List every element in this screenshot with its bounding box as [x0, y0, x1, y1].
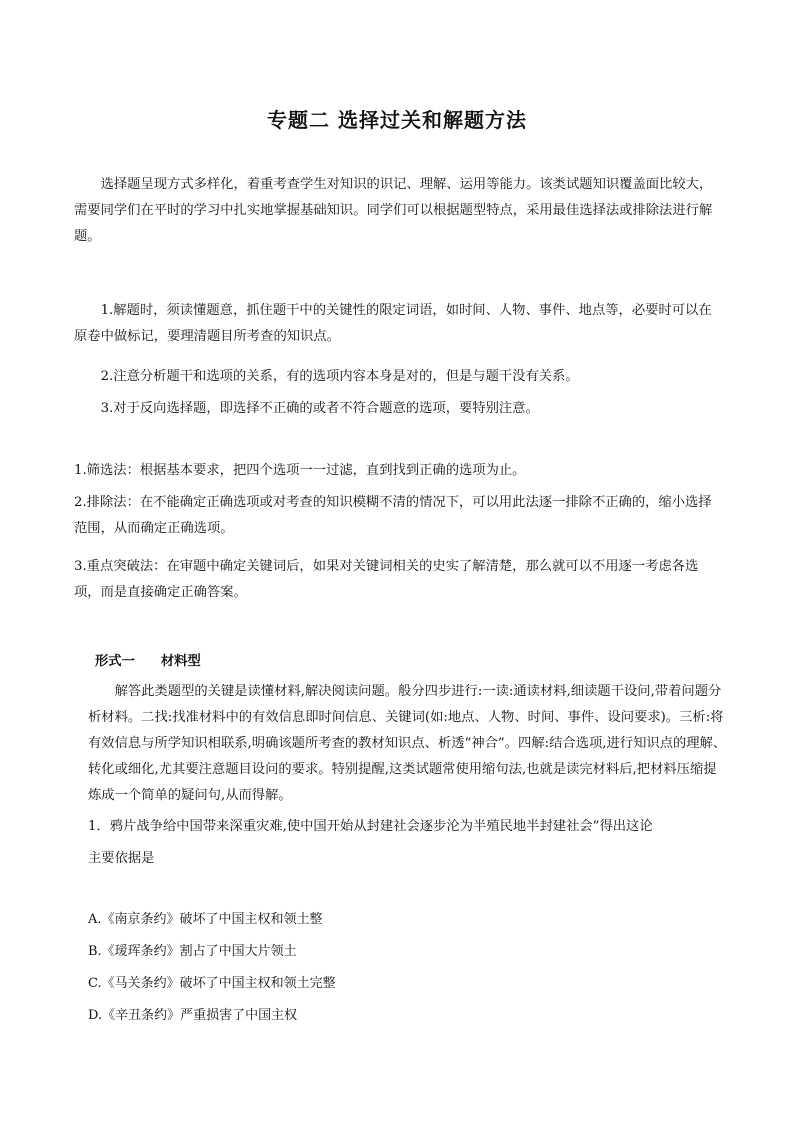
intro-paragraph: 选择题呈现方式多样化，着重考查学生对知识的识记、理解、运用等能力。该类试题知识覆盖面比较大，需要同学们在平时的学习中扎实地掌握基础知识。同学们可以根据题型特点，采用最佳选择法或排除法进行解题。 [74, 177, 713, 244]
question-stem: 1．鸦片战争给中国带来深重灾难,使中国开始从封建社会逐步沦为半殖民地半封建社会”得出这论 [88, 819, 653, 834]
tip-3: 3.对于反向选择题，即选择不正确的或者不符合题意的选项，要特别注意。 [100, 401, 539, 416]
option-c: C.《马关条约》破坏了中国主权和领土完整 [88, 976, 336, 991]
method-2: 2.排除法：在不能确定正确选项或对考查的知识模糊不清的情况下，可以用此法逐一排除不正确的，缩小选择范围，从而确定正确选项。 [74, 495, 712, 536]
method-1: 1.筛选法：根据基本要求，把四个选项一一过滤，直到找到正确的选项为止。 [74, 463, 526, 478]
option-b: B.《瑷珲条约》割占了中国大片领土 [88, 944, 297, 959]
option-a: A.《南京条约》破坏了中国主权和领土整 [88, 912, 323, 927]
option-d: D.《辛丑条约》严重损害了中国主权 [88, 1008, 298, 1023]
page-title: 专题二 选择过关和解题方法 [267, 108, 527, 132]
tip-2: 2.注意分析题干和选项的关系，有的选项内容本身是对的，但是与题干没有关系。 [100, 369, 579, 384]
section-paragraph: 解答此类题型的关键是读懂材料,解决阅读问题。般分四步进行:一读:通读材料,细读题干设问,带着问题分析材料。二找:找准材料中的有效信息即时间信息、关键词(如:地点、人物、时间、事件、设问要求)。三析:将有效信息与所学知识相联系,明确该题所考查的教材知识点、析透“神合”。四解:结合选项,进行知识点的理解、转化或细化,尤其要注意题目设问的要求。特别提醒,这类试题常使用缩句法,也就是读完材料后,把材料压缩提炼成一个简单的疑问句,从而得解。 [88, 684, 727, 803]
section-name: 材料型 [160, 654, 201, 669]
section-heading [95, 650, 227, 669]
question-stem-cont: 主要依据是 [88, 851, 155, 866]
section-label: 形式一 [95, 654, 135, 669]
method-3: 3.重点突破法：在审题中确定关键词后，如果对关键词相关的史实了解清楚，那么就可以不用逐一考虑各选项，而是直接确定正确答案。 [74, 559, 699, 600]
tip-1: 1.解题时，须读懂题意，抓住题干中的关键性的限定词语，如时间、人物、事件、地点等，必要时可以在原卷中做标记，要理清题目所考查的知识点。 [74, 303, 712, 344]
